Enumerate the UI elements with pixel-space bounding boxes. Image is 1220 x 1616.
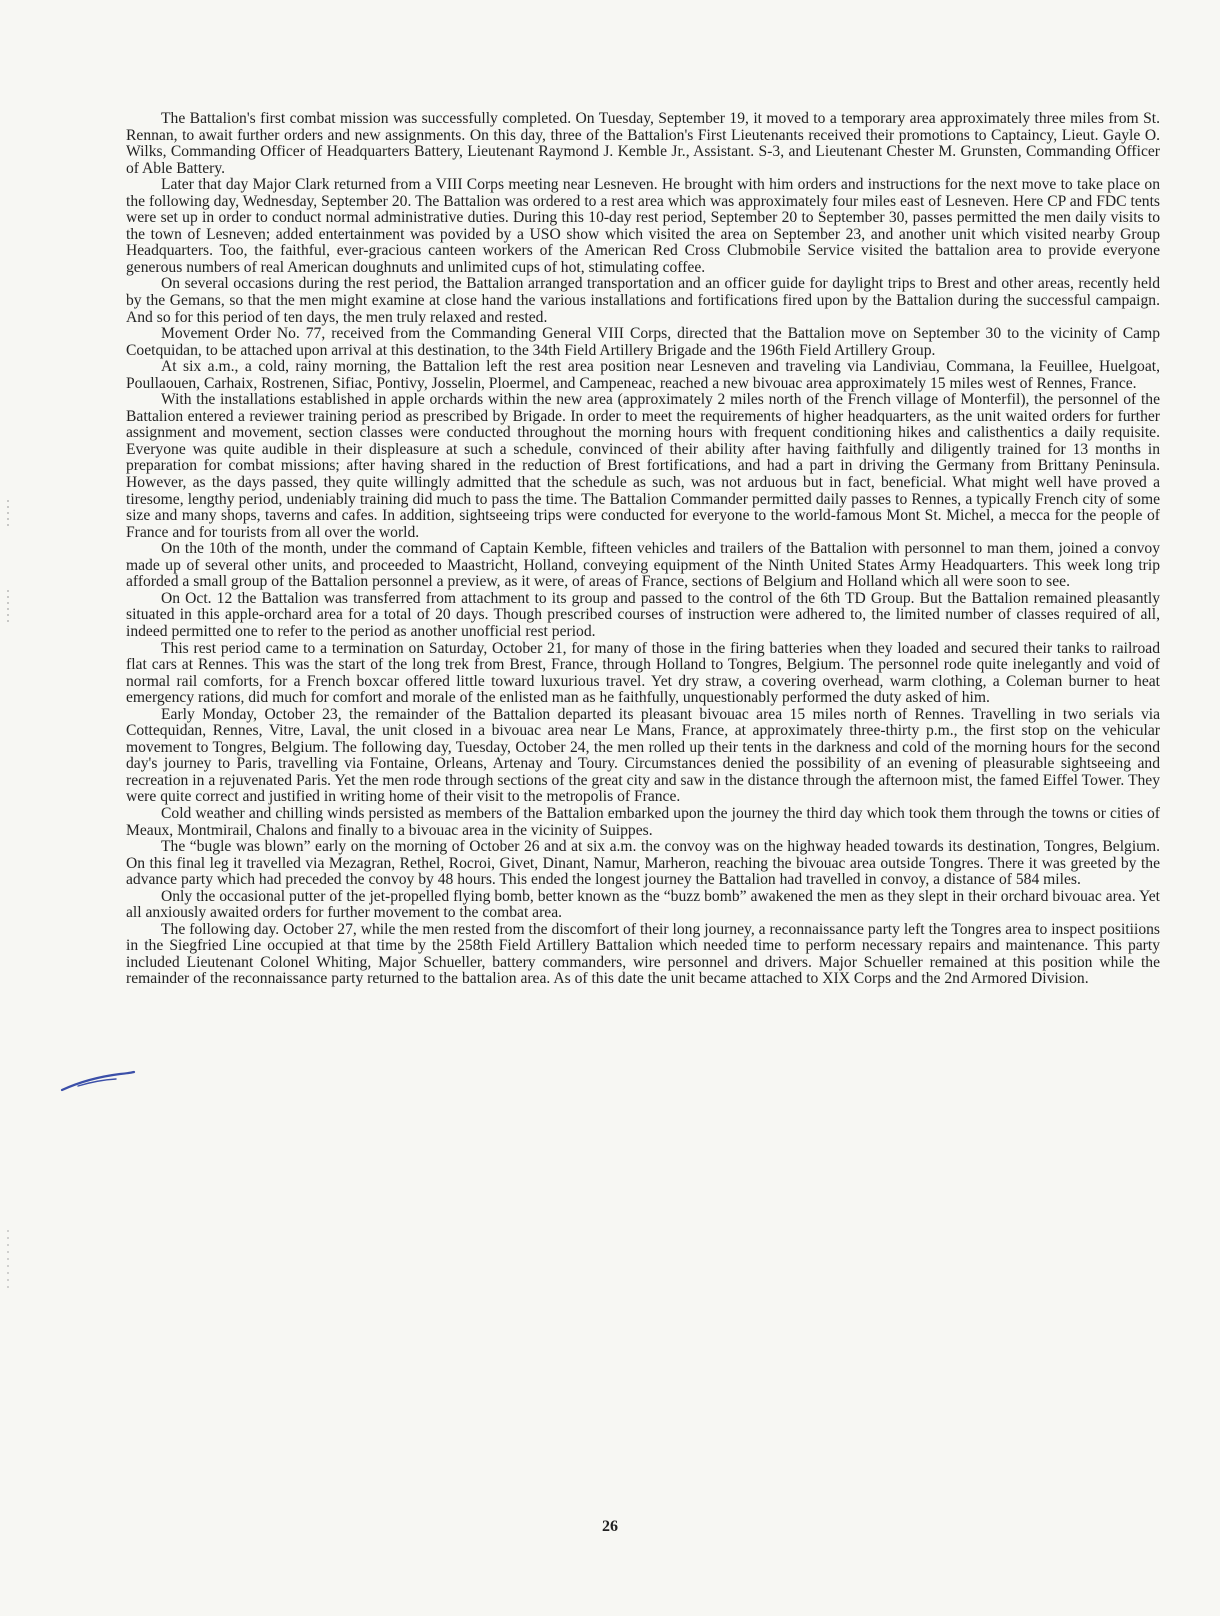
paragraph: At six a.m., a cold, rainy morning, the Battalion left the rest area position near Lesneven and traveling via Landiviau, Commana, la Feuillee, Huelgoat, Poullaouen, Carhaix, Rostrenen, Sifiac, Pontivy, Josselin, Ploermel, and Campeneac, reached a new bivouac area approximately 15 miles west of Rennes, France. xyxy=(126,358,1160,392)
paragraph: With the installations established in apple orchards within the new area (approximately 2 miles north of the French village of Monterfil), the personnel of the Battalion entered a reviewer training period as prescribed by Brigade. In order to meet the requirements of higher headquarters, as the unit waited orders for further assignment and movement, section classes were conducted throughout the morning hours with frequent conditioning hikes and calisthentics a daily requisite. Everyone was quite audible in their displeasure at such a schedule, convinced of their ability after having faithfully and diligently trained for 13 months in preparation for combat missions; after having shared in the reduction of Brest fortifications, and had a part in driving the Germany from Brittany Peninsula. However, as the days passed, they quite willingly admitted that the schedule as such, was not arduous but in fact, beneficial. What might well have proved a tiresome, lengthy period, undeniably training did much to pass the time. The Battalion Commander permitted daily passes to Rennes, a typically French city of some size and many shops, taverns and cafes. In addition, sightseeing trips were conducted for everyone to the world-famous Mont St. Michel, a mecca for the people of France and for tourists from all over the world. xyxy=(126,391,1160,541)
paragraph: On several occasions during the rest period, the Battalion arranged transportation and an officer guide for daylight trips to Brest and other areas, recently held by the Gemans, so that the men might examine at close hand the various installations and fortifications fired upon by the Battalion during the successful campaign. And so for this period of ten days, the men truly relaxed and rested. xyxy=(126,275,1160,326)
body-text xyxy=(126,111,1160,988)
paragraph: Early Monday, October 23, the remainder of the Battalion departed its pleasant bivouac area 15 miles north of Rennes. Travelling in two serials via Cottequidan, Rennes, Vitre, Laval, the unit closed in a bivouac area near Le Mans, France, at approximately three-thirty p.m., the first stop on the vehicular movement to Tongres, Belgium. The following day, Tuesday, October 24, the men rolled up their tents in the darkness and cold of the morning hours for the second day's journey to Paris, travelling via Fontaine, Orleans, Artenay and Toury. Circumstances denied the possibility of an evening of pleasurable sightseeing and recreation in a rejuvenated Paris. Yet the men rode through sections of the great city and saw in the distance through the afternoon mist, the famed Eiffel Tower. They were quite correct and justified in writing home of their visit to the metropolis of France. xyxy=(126,705,1160,806)
paragraph: The “bugle was blown” early on the morning of October 26 and at six a.m. the convoy was on the highway headed towards its destination, Tongres, Belgium. On this final leg it travelled via Mezagran, Rethel, Rocroi, Givet, Dinant, Namur, Marheron, reaching the bivouac area outside Tongres. There it was greeted by the advance party which had preceded the convoy by 48 hours. This ended the longest journey the Battalion had travelled in convoy, a distance of 584 miles. xyxy=(126,838,1160,889)
paragraph: This rest period came to a termination on Saturday, October 21, for many of those in the firing batteries when they loaded and secured their tanks to railroad flat cars at Rennes. This was the start of the long trek from Brest, France, through Holland to Tongres, Belgium. The personnel rode quite inelegantly and void of normal rail comforts, for a French boxcar offered little toward luxurious travel. Yet dry straw, a covering overhead, warm clothing, a Coleman burner to heat emergency rations, did much for comfort and morale of the enlisted man as he faithfully, unquestionably performed the duty asked of him. xyxy=(126,639,1160,707)
paragraph: Movement Order No. 77, received from the Commanding General VIII Corps, directed that the Battalion move on September 30 to the vicinity of Camp Coetquidan, to be attached upon arrival at this destination, to the 34th Field Artillery Brigade and the 196th Field Artillery Group. xyxy=(126,325,1160,359)
paragraph: The following day. October 27, while the men rested from the discomfort of their long journey, a reconnaissance party left the Tongres area to inspect positiions in the Siegfried Line occupied at that time by the 258th Field Artillery Battalion which needed time to perform necessary repairs and maintenance. This party included Lieutenant Colonel Whiting, Major Schueller, battery commanders, wire personnel and drivers. Major Schueller remained at this position while the remainder of the reconnaissance party returned to the battalion area. As of this date the unit became attached to XIX Corps and the 2nd Armored Division. xyxy=(126,920,1160,988)
paragraph: Cold weather and chilling winds persisted as members of the Battalion embarked upon the journey the third day which took them through the towns or cities of Meaux, Montmirail, Chalons and finally to a bivouac area in the vicinity of Suippes. xyxy=(126,804,1160,839)
paragraph: Later that day Major Clark returned from a VIII Corps meeting near Lesneven. He brought with him orders and instructions for the next move to take place on the following day, Wednesday, September 20. The Battalion was ordered to a rest area which was approximately four miles east of Lesneven. Here CP and FDC tents were set up in order to conduct normal administrative duties. During this 10-day rest period, September 20 to September 30, passes permitted the men daily visits to the town of Lesneven; added entertainment was povided by a USO show which visited the area on September 23, and another unit which visited nearby Group Headquarters. Too, the faithful, ever-gracious canteen workers of the American Red Cross Clubmobile Service visited the battalion area to provide everyone generous numbers of real American doughnuts and unlimited cups of hot, stimulating coffee. xyxy=(126,176,1160,276)
paragraph: Only the occasional putter of the jet-propelled flying bomb, better known as the “buzz bomb” awakened the men as they slept in their orchard bivouac area. Yet all anxiously awaited orders for further movement to the combat area. xyxy=(126,887,1160,922)
page-number: 26 xyxy=(602,1518,618,1535)
binder-hole-marks xyxy=(4,0,14,1616)
paragraph: On the 10th of the month, under the command of Captain Kemble, fifteen vehicles and trailers of the Battalion with personnel to man them, joined a convoy made up of several other units, and proceeded to Maastricht, Holland, conveying equipment of the Ninth United States Army Headquarters. This week long trip afforded a small group of the Battalion personnel a preview, as it were, of areas of France, sections of Belgium and Holland which all were soon to see. xyxy=(126,540,1160,591)
paragraph: On Oct. 12 the Battalion was transferred from attachment to its group and passed to the control of the 6th TD Group. But the Battalion remained pleasantly situated in this apple-orchard area for a total of 20 days. Though prescribed courses of instruction were adhered to, the limited number of classes required of all, indeed permitted one to refer to the period as another unofficial rest period. xyxy=(126,589,1160,640)
paragraph: The Battalion's first combat mission was successfully completed. On Tuesday, September 19, it moved to a temporary area approximately three miles from St. Rennan, to await further orders and new assignments. On this day, three of the Battalion's First Lieutenants received their promotions to Captaincy, Lieut. Gayle O. Wilks, Commanding Officer of Headquarters Battery, Lieutenant Raymond J. Kemble Jr., Assistant. S-3, and Lieutenant Chester M. Grunsten, Commanding Officer of Able Battery. xyxy=(126,110,1160,177)
pen-annotation-mark xyxy=(58,1060,138,1100)
